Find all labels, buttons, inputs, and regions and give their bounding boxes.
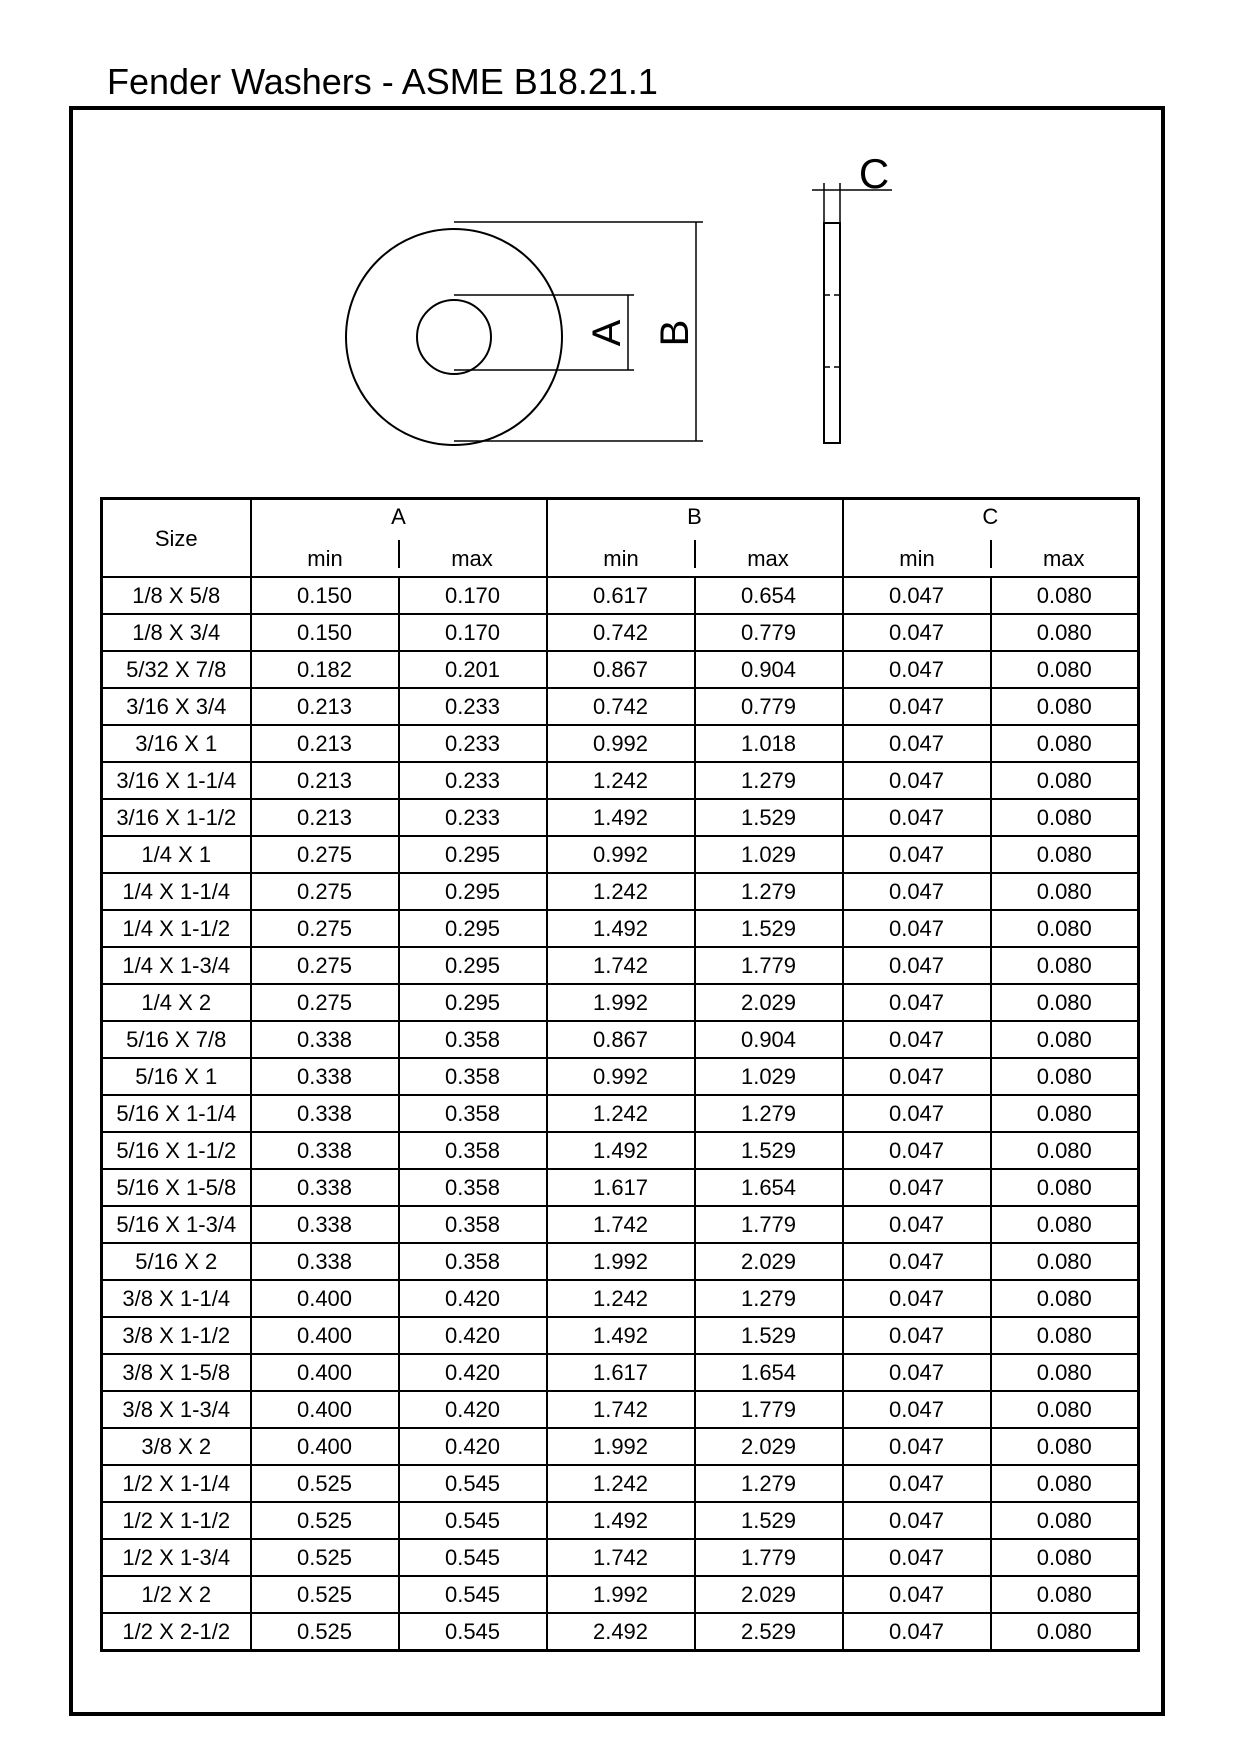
c-max-cell: 0.080 [991, 984, 1139, 1021]
a-min-header: min [251, 540, 399, 577]
size-cell: 5/32 X 7/8 [102, 651, 251, 688]
c-max-cell: 0.080 [991, 577, 1139, 614]
c-max-cell: 0.080 [991, 1243, 1139, 1280]
a-max-cell: 0.420 [399, 1317, 547, 1354]
a-max-cell: 0.233 [399, 762, 547, 799]
page-title: Fender Washers - ASME B18.21.1 [107, 61, 658, 102]
table-row [102, 1502, 1139, 1539]
table-row [102, 1021, 1139, 1058]
b-min-cell: 1.242 [547, 762, 695, 799]
c-max-cell: 0.080 [991, 1465, 1139, 1502]
a-min-cell: 0.338 [251, 1243, 399, 1280]
a-max-cell: 0.233 [399, 799, 547, 836]
size-cell: 3/8 X 2 [102, 1428, 251, 1465]
washer-inner-hole [417, 300, 491, 374]
b-min-cell: 1.242 [547, 1465, 695, 1502]
table-row [102, 799, 1139, 836]
size-cell: 3/16 X 3/4 [102, 688, 251, 725]
b-min-cell: 1.992 [547, 1428, 695, 1465]
a-min-cell: 0.275 [251, 947, 399, 984]
b-min-cell: 1.742 [547, 1206, 695, 1243]
table-row [102, 1391, 1139, 1428]
table-row [102, 577, 1139, 614]
a-min-cell: 0.400 [251, 1428, 399, 1465]
a-max-cell: 0.170 [399, 614, 547, 651]
a-max-cell: 0.233 [399, 688, 547, 725]
c-min-cell: 0.047 [843, 1132, 991, 1169]
a-min-cell: 0.525 [251, 1613, 399, 1651]
size-cell: 1/2 X 2 [102, 1576, 251, 1613]
c-max-cell: 0.080 [991, 762, 1139, 799]
c-max-cell: 0.080 [991, 651, 1139, 688]
size-cell: 1/8 X 5/8 [102, 577, 251, 614]
size-cell: 1/2 X 2-1/2 [102, 1613, 251, 1651]
c-min-cell: 0.047 [843, 1058, 991, 1095]
c-max-cell: 0.080 [991, 1391, 1139, 1428]
b-min-cell: 1.492 [547, 910, 695, 947]
a-max-cell: 0.358 [399, 1021, 547, 1058]
b-max-cell: 0.654 [695, 577, 843, 614]
b-min-cell: 1.492 [547, 799, 695, 836]
c-min-cell: 0.047 [843, 688, 991, 725]
a-min-cell: 0.213 [251, 762, 399, 799]
c-min-cell: 0.047 [843, 614, 991, 651]
b-min-cell: 0.617 [547, 577, 695, 614]
b-min-cell: 2.492 [547, 1613, 695, 1651]
a-max-cell: 0.420 [399, 1354, 547, 1391]
c-max-cell: 0.080 [991, 1354, 1139, 1391]
a-min-cell: 0.275 [251, 910, 399, 947]
b-min-cell: 1.242 [547, 1280, 695, 1317]
c-max-cell: 0.080 [991, 1613, 1139, 1651]
washer-outer-circle [346, 229, 562, 445]
c-min-cell: 0.047 [843, 725, 991, 762]
c-max-cell: 0.080 [991, 873, 1139, 910]
washer-dimensions-table [100, 497, 1140, 1652]
c-min-header: min [843, 540, 991, 577]
b-min-header: min [547, 540, 695, 577]
table-row [102, 836, 1139, 873]
c-max-cell: 0.080 [991, 836, 1139, 873]
c-min-cell: 0.047 [843, 1280, 991, 1317]
b-max-cell: 1.779 [695, 947, 843, 984]
a-max-cell: 0.358 [399, 1095, 547, 1132]
size-cell: 3/8 X 1-5/8 [102, 1354, 251, 1391]
a-max-cell: 0.295 [399, 873, 547, 910]
table-row [102, 1132, 1139, 1169]
a-min-cell: 0.338 [251, 1206, 399, 1243]
b-max-cell: 0.779 [695, 614, 843, 651]
b-max-cell: 2.029 [695, 1428, 843, 1465]
c-min-cell: 0.047 [843, 984, 991, 1021]
b-max-cell: 1.029 [695, 1058, 843, 1095]
a-max-cell: 0.358 [399, 1206, 547, 1243]
size-cell: 3/16 X 1-1/2 [102, 799, 251, 836]
a-min-cell: 0.338 [251, 1132, 399, 1169]
c-min-cell: 0.047 [843, 836, 991, 873]
a-max-cell: 0.545 [399, 1465, 547, 1502]
a-max-cell: 0.545 [399, 1539, 547, 1576]
c-min-cell: 0.047 [843, 1391, 991, 1428]
size-cell: 1/8 X 3/4 [102, 614, 251, 651]
a-min-cell: 0.400 [251, 1317, 399, 1354]
c-max-cell: 0.080 [991, 1169, 1139, 1206]
c-min-cell: 0.047 [843, 1502, 991, 1539]
b-min-cell: 1.742 [547, 1539, 695, 1576]
table-row [102, 984, 1139, 1021]
table-row [102, 1243, 1139, 1280]
b-min-cell: 0.742 [547, 688, 695, 725]
size-cell: 1/4 X 1 [102, 836, 251, 873]
b-min-cell: 0.742 [547, 614, 695, 651]
size-cell: 1/2 X 1-1/2 [102, 1502, 251, 1539]
a-max-cell: 0.358 [399, 1132, 547, 1169]
table-row [102, 1169, 1139, 1206]
a-min-cell: 0.400 [251, 1280, 399, 1317]
size-cell: 5/16 X 1-3/4 [102, 1206, 251, 1243]
table-row [102, 688, 1139, 725]
a-min-cell: 0.338 [251, 1095, 399, 1132]
b-max-cell: 1.279 [695, 1280, 843, 1317]
a-max-cell: 0.358 [399, 1243, 547, 1280]
b-max-cell: 1.029 [695, 836, 843, 873]
size-cell: 1/2 X 1-3/4 [102, 1539, 251, 1576]
b-max-cell: 1.779 [695, 1391, 843, 1428]
a-max-cell: 0.295 [399, 947, 547, 984]
size-cell: 5/16 X 1-1/2 [102, 1132, 251, 1169]
size-cell: 5/16 X 1-1/4 [102, 1095, 251, 1132]
a-max-cell: 0.420 [399, 1391, 547, 1428]
b-min-cell: 1.242 [547, 873, 695, 910]
size-cell: 3/8 X 1-1/2 [102, 1317, 251, 1354]
a-max-cell: 0.358 [399, 1058, 547, 1095]
c-min-cell: 0.047 [843, 1465, 991, 1502]
b-max-cell: 0.779 [695, 688, 843, 725]
c-min-cell: 0.047 [843, 1206, 991, 1243]
b-max-cell: 1.654 [695, 1354, 843, 1391]
c-max-cell: 0.080 [991, 725, 1139, 762]
a-min-cell: 0.338 [251, 1169, 399, 1206]
b-max-cell: 2.529 [695, 1613, 843, 1651]
size-cell: 3/16 X 1 [102, 725, 251, 762]
a-max-cell: 0.420 [399, 1428, 547, 1465]
c-max-cell: 0.080 [991, 614, 1139, 651]
c-min-cell: 0.047 [843, 1539, 991, 1576]
b-min-cell: 1.492 [547, 1132, 695, 1169]
c-min-cell: 0.047 [843, 1021, 991, 1058]
c-max-cell: 0.080 [991, 1280, 1139, 1317]
a-min-cell: 0.275 [251, 836, 399, 873]
c-min-cell: 0.047 [843, 1095, 991, 1132]
b-max-cell: 1.529 [695, 910, 843, 947]
c-max-cell: 0.080 [991, 1428, 1139, 1465]
c-max-cell: 0.080 [991, 910, 1139, 947]
size-cell: 3/8 X 1-3/4 [102, 1391, 251, 1428]
a-max-cell: 0.358 [399, 1169, 547, 1206]
c-max-header: max [991, 540, 1139, 577]
a-min-cell: 0.213 [251, 688, 399, 725]
a-max-cell: 0.201 [399, 651, 547, 688]
c-min-cell: 0.047 [843, 1317, 991, 1354]
b-min-cell: 0.992 [547, 1058, 695, 1095]
c-min-cell: 0.047 [843, 910, 991, 947]
b-max-cell: 1.779 [695, 1206, 843, 1243]
b-max-cell: 1.654 [695, 1169, 843, 1206]
a-max-cell: 0.233 [399, 725, 547, 762]
a-min-cell: 0.150 [251, 577, 399, 614]
table-row [102, 1058, 1139, 1095]
b-min-cell: 1.492 [547, 1502, 695, 1539]
b-min-cell: 1.742 [547, 947, 695, 984]
washer-side-view [824, 223, 840, 443]
b-min-cell: 1.492 [547, 1317, 695, 1354]
b-max-header: max [695, 540, 843, 577]
c-min-cell: 0.047 [843, 947, 991, 984]
table-row [102, 1317, 1139, 1354]
b-max-cell: 1.779 [695, 1539, 843, 1576]
table-row [102, 614, 1139, 651]
label-b: B [653, 319, 697, 347]
b-max-cell: 1.279 [695, 762, 843, 799]
c-max-cell: 0.080 [991, 1132, 1139, 1169]
a-min-cell: 0.525 [251, 1539, 399, 1576]
size-cell: 5/16 X 1-5/8 [102, 1169, 251, 1206]
c-max-cell: 0.080 [991, 1576, 1139, 1613]
c-min-cell: 0.047 [843, 1169, 991, 1206]
size-cell: 1/4 X 2 [102, 984, 251, 1021]
size-cell: 3/16 X 1-1/4 [102, 762, 251, 799]
a-min-cell: 0.275 [251, 873, 399, 910]
b-min-cell: 0.992 [547, 836, 695, 873]
b-max-cell: 1.018 [695, 725, 843, 762]
a-max-cell: 0.295 [399, 910, 547, 947]
b-min-cell: 1.992 [547, 984, 695, 1021]
c-max-cell: 0.080 [991, 1539, 1139, 1576]
b-max-cell: 1.529 [695, 1502, 843, 1539]
size-cell: 1/2 X 1-1/4 [102, 1465, 251, 1502]
c-min-cell: 0.047 [843, 651, 991, 688]
b-max-cell: 2.029 [695, 1576, 843, 1613]
a-min-cell: 0.338 [251, 1058, 399, 1095]
c-max-cell: 0.080 [991, 1206, 1139, 1243]
table-row [102, 1280, 1139, 1317]
c-min-cell: 0.047 [843, 1354, 991, 1391]
a-min-cell: 0.338 [251, 1021, 399, 1058]
table-row [102, 1613, 1139, 1651]
c-min-cell: 0.047 [843, 762, 991, 799]
a-max-cell: 0.295 [399, 836, 547, 873]
group-header-b: B [547, 499, 843, 541]
b-min-cell: 1.617 [547, 1354, 695, 1391]
a-min-cell: 0.275 [251, 984, 399, 1021]
c-max-cell: 0.080 [991, 799, 1139, 836]
a-min-cell: 0.213 [251, 725, 399, 762]
c-max-cell: 0.080 [991, 1021, 1139, 1058]
label-a: A [585, 319, 629, 347]
table-row [102, 725, 1139, 762]
c-min-cell: 0.047 [843, 577, 991, 614]
size-cell: 5/16 X 2 [102, 1243, 251, 1280]
a-max-cell: 0.545 [399, 1613, 547, 1651]
a-max-cell: 0.545 [399, 1576, 547, 1613]
b-min-cell: 1.992 [547, 1243, 695, 1280]
c-min-cell: 0.047 [843, 1243, 991, 1280]
table-row [102, 910, 1139, 947]
size-header: Size [102, 499, 251, 578]
size-cell: 1/4 X 1-1/2 [102, 910, 251, 947]
b-max-cell: 1.279 [695, 1095, 843, 1132]
group-header-c: C [843, 499, 1139, 541]
a-min-cell: 0.525 [251, 1465, 399, 1502]
c-max-cell: 0.080 [991, 688, 1139, 725]
c-max-cell: 0.080 [991, 1058, 1139, 1095]
c-min-cell: 0.047 [843, 1613, 991, 1651]
b-min-cell: 0.992 [547, 725, 695, 762]
b-max-cell: 1.529 [695, 799, 843, 836]
c-max-cell: 0.080 [991, 947, 1139, 984]
c-max-cell: 0.080 [991, 1317, 1139, 1354]
c-min-cell: 0.047 [843, 873, 991, 910]
c-min-cell: 0.047 [843, 1428, 991, 1465]
group-header-a: A [251, 499, 547, 541]
table-row [102, 1576, 1139, 1613]
table-row [102, 873, 1139, 910]
a-min-cell: 0.213 [251, 799, 399, 836]
b-min-cell: 1.617 [547, 1169, 695, 1206]
a-max-cell: 0.295 [399, 984, 547, 1021]
table-row [102, 651, 1139, 688]
b-max-cell: 2.029 [695, 984, 843, 1021]
table-row [102, 1206, 1139, 1243]
b-min-cell: 1.992 [547, 1576, 695, 1613]
size-cell: 3/8 X 1-1/4 [102, 1280, 251, 1317]
b-min-cell: 0.867 [547, 1021, 695, 1058]
c-min-cell: 0.047 [843, 799, 991, 836]
a-max-cell: 0.170 [399, 577, 547, 614]
a-max-cell: 0.545 [399, 1502, 547, 1539]
b-max-cell: 1.279 [695, 873, 843, 910]
a-min-cell: 0.150 [251, 614, 399, 651]
c-min-cell: 0.047 [843, 1576, 991, 1613]
table-row [102, 762, 1139, 799]
b-max-cell: 1.529 [695, 1132, 843, 1169]
b-min-cell: 1.242 [547, 1095, 695, 1132]
a-min-cell: 0.525 [251, 1502, 399, 1539]
table-row [102, 1539, 1139, 1576]
table-row [102, 1095, 1139, 1132]
washer-diagram [0, 0, 1241, 480]
a-min-cell: 0.182 [251, 651, 399, 688]
size-cell: 1/4 X 1-1/4 [102, 873, 251, 910]
b-max-cell: 0.904 [695, 1021, 843, 1058]
label-c: C [858, 150, 890, 197]
a-max-header: max [399, 540, 547, 577]
a-min-cell: 0.400 [251, 1354, 399, 1391]
b-min-cell: 0.867 [547, 651, 695, 688]
table-row [102, 1428, 1139, 1465]
size-cell: 5/16 X 7/8 [102, 1021, 251, 1058]
table-row [102, 1465, 1139, 1502]
a-min-cell: 0.525 [251, 1576, 399, 1613]
table-row [102, 947, 1139, 984]
c-max-cell: 0.080 [991, 1502, 1139, 1539]
a-max-cell: 0.420 [399, 1280, 547, 1317]
c-max-cell: 0.080 [991, 1095, 1139, 1132]
size-cell: 1/4 X 1-3/4 [102, 947, 251, 984]
a-min-cell: 0.400 [251, 1391, 399, 1428]
b-max-cell: 1.529 [695, 1317, 843, 1354]
b-max-cell: 0.904 [695, 651, 843, 688]
table-row [102, 1354, 1139, 1391]
b-max-cell: 2.029 [695, 1243, 843, 1280]
b-max-cell: 1.279 [695, 1465, 843, 1502]
b-min-cell: 1.742 [547, 1391, 695, 1428]
size-cell: 5/16 X 1 [102, 1058, 251, 1095]
